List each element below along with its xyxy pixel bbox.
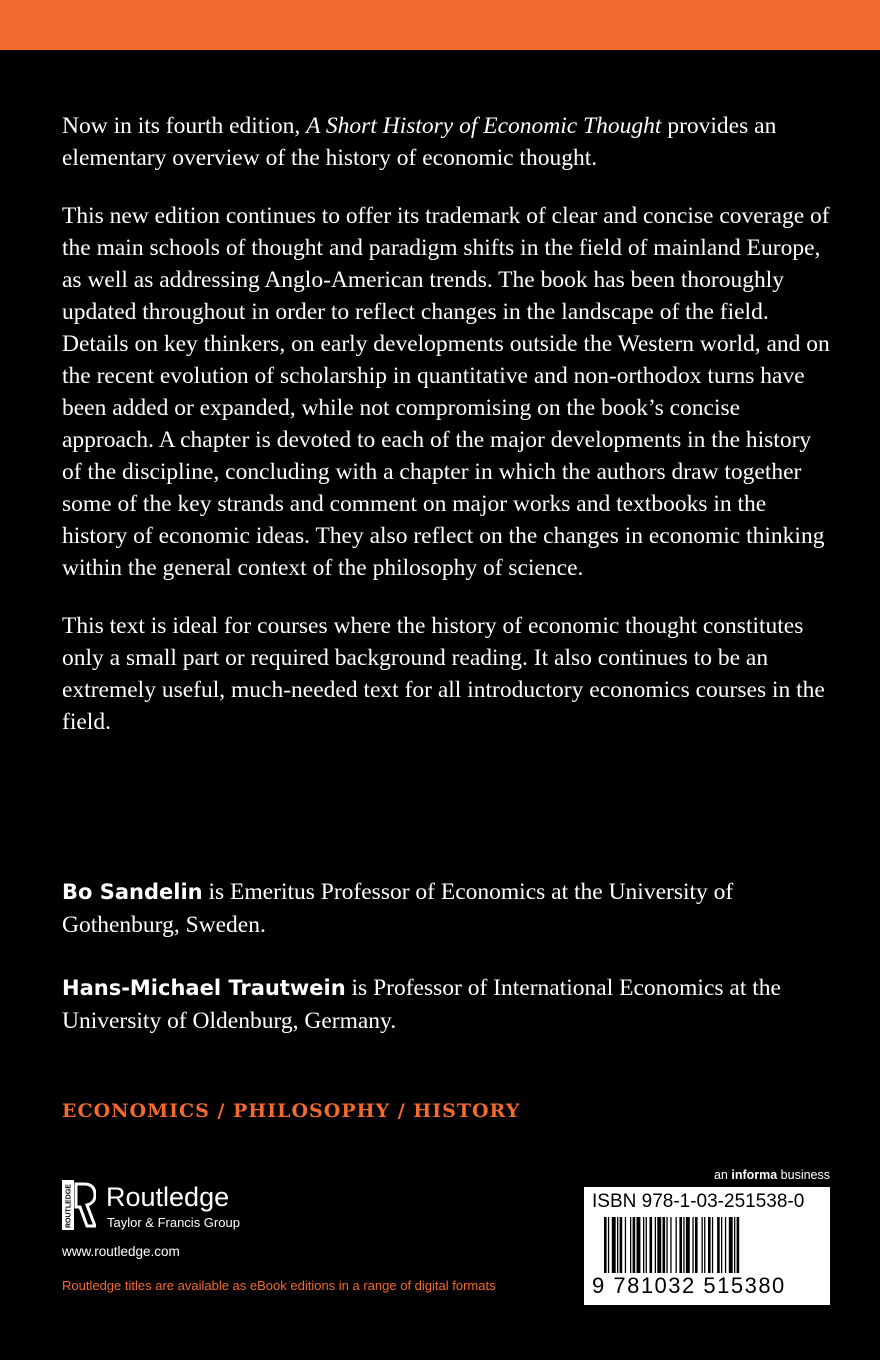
author-bio-1: Bo Sandelin is Emeritus Professor of Economics at the University of Gothenburg, Sweden. xyxy=(62,879,734,938)
author-name: Bo Sandelin xyxy=(62,880,203,904)
routledge-r-icon xyxy=(62,1180,96,1230)
barcode-bar xyxy=(717,1217,720,1279)
barcode-bar xyxy=(737,1217,740,1279)
barcode-bar xyxy=(630,1217,631,1279)
informa-business-label: an informa business xyxy=(713,1168,830,1182)
barcode-bar xyxy=(620,1217,623,1279)
barcode-bar xyxy=(625,1217,626,1279)
barcode-bar xyxy=(633,1217,636,1279)
barcode-bar xyxy=(679,1217,682,1279)
barcode-bars xyxy=(592,1217,824,1279)
barcode-bar xyxy=(637,1217,641,1279)
barcode-bar xyxy=(617,1217,618,1279)
barcode-bar xyxy=(725,1217,726,1279)
isbn-barcode xyxy=(584,1187,830,1305)
isbn-label: ISBN 978-1-03-251538-0 xyxy=(592,1191,805,1212)
barcode-bar xyxy=(608,1217,609,1279)
barcode-bar xyxy=(712,1217,713,1279)
barcode-bar xyxy=(676,1217,677,1279)
barcode-bar xyxy=(646,1217,647,1279)
barcode-digits: 9 781032 515380 xyxy=(592,1273,786,1298)
barcode-bar xyxy=(692,1217,693,1279)
barcode-bar xyxy=(729,1217,733,1279)
subject-categories: ECONOMICS / PHILOSOPHY / HISTORY xyxy=(62,1100,521,1122)
barcode-bar xyxy=(734,1217,735,1279)
back-cover-blurb xyxy=(62,110,832,764)
barcode-bar xyxy=(683,1217,684,1279)
barcode-bar xyxy=(663,1217,666,1279)
barcode-bar xyxy=(702,1217,703,1279)
barcode-bar xyxy=(670,1217,671,1279)
barcode-bar xyxy=(643,1217,644,1279)
author-name: Hans-Michael Trautwein xyxy=(62,976,346,1000)
barcode-bar xyxy=(612,1217,616,1279)
barcode-bar xyxy=(695,1217,698,1279)
logo-vertical-text: ROUTLEDGE xyxy=(65,1184,73,1228)
routledge-logo xyxy=(62,1180,262,1230)
publisher-group: Taylor & Francis Group xyxy=(107,1215,240,1230)
barcode-bar xyxy=(604,1217,607,1279)
barcode-bar xyxy=(657,1217,661,1279)
publisher-website: www.routledge.com xyxy=(62,1244,180,1259)
barcode-bar xyxy=(650,1217,653,1279)
publisher-name: Routledge xyxy=(106,1182,230,1212)
blurb-paragraph-1: Now in its fourth edition, A Short History of Economic Thought provides an elementary overview of the history of economic thought. xyxy=(62,113,777,171)
barcode-bar xyxy=(666,1217,667,1279)
barcode-bar xyxy=(708,1217,711,1279)
blurb-paragraph-3: This text is ideal for courses where the history of economic thought constitutes only a small part or required background reading. It also continues to be an extremely useful, much-needed text for all introductory economics courses in the field. xyxy=(62,613,825,735)
barcode-bar xyxy=(704,1217,705,1279)
orange-top-band xyxy=(0,0,880,50)
author-bio-2: Hans-Michael Trautwein is Professor of International Economics at the University of Oldenburg, Germany. xyxy=(62,975,781,1034)
blurb-paragraph-2: This new edition continues to offer its trademark of clear and concise coverage of the main schools of thought and paradigm shifts in the field of mainland Europe, as well as addressing Anglo-American trends. The book has been thoroughly updated throughout in order to reflect changes in the landscape of the field. Details on key thinkers, on early developments outside the Western world, and on the recent evolution of scholarship in quantitative and non-orthodox turns have been added or expanded, while not compromising on the book’s concise approach. A chapter is devoted to each of the major developments in the history of the discipline, concluding with a chapter in which the authors draw together some of the key strands and comment on major works and textbooks in the history of economic ideas. They also reflect on the changes in economic thinking within the general context of the philosophy of science. xyxy=(62,203,830,581)
barcode-bar xyxy=(655,1217,656,1279)
barcode-bar xyxy=(721,1217,722,1279)
book-title: A Short History of Economic Thought xyxy=(306,113,662,139)
author-bios xyxy=(62,876,842,1068)
ebook-note: Routledge titles are available as eBook editions in a range of digital formats xyxy=(62,1278,496,1293)
barcode-bar xyxy=(686,1217,690,1279)
